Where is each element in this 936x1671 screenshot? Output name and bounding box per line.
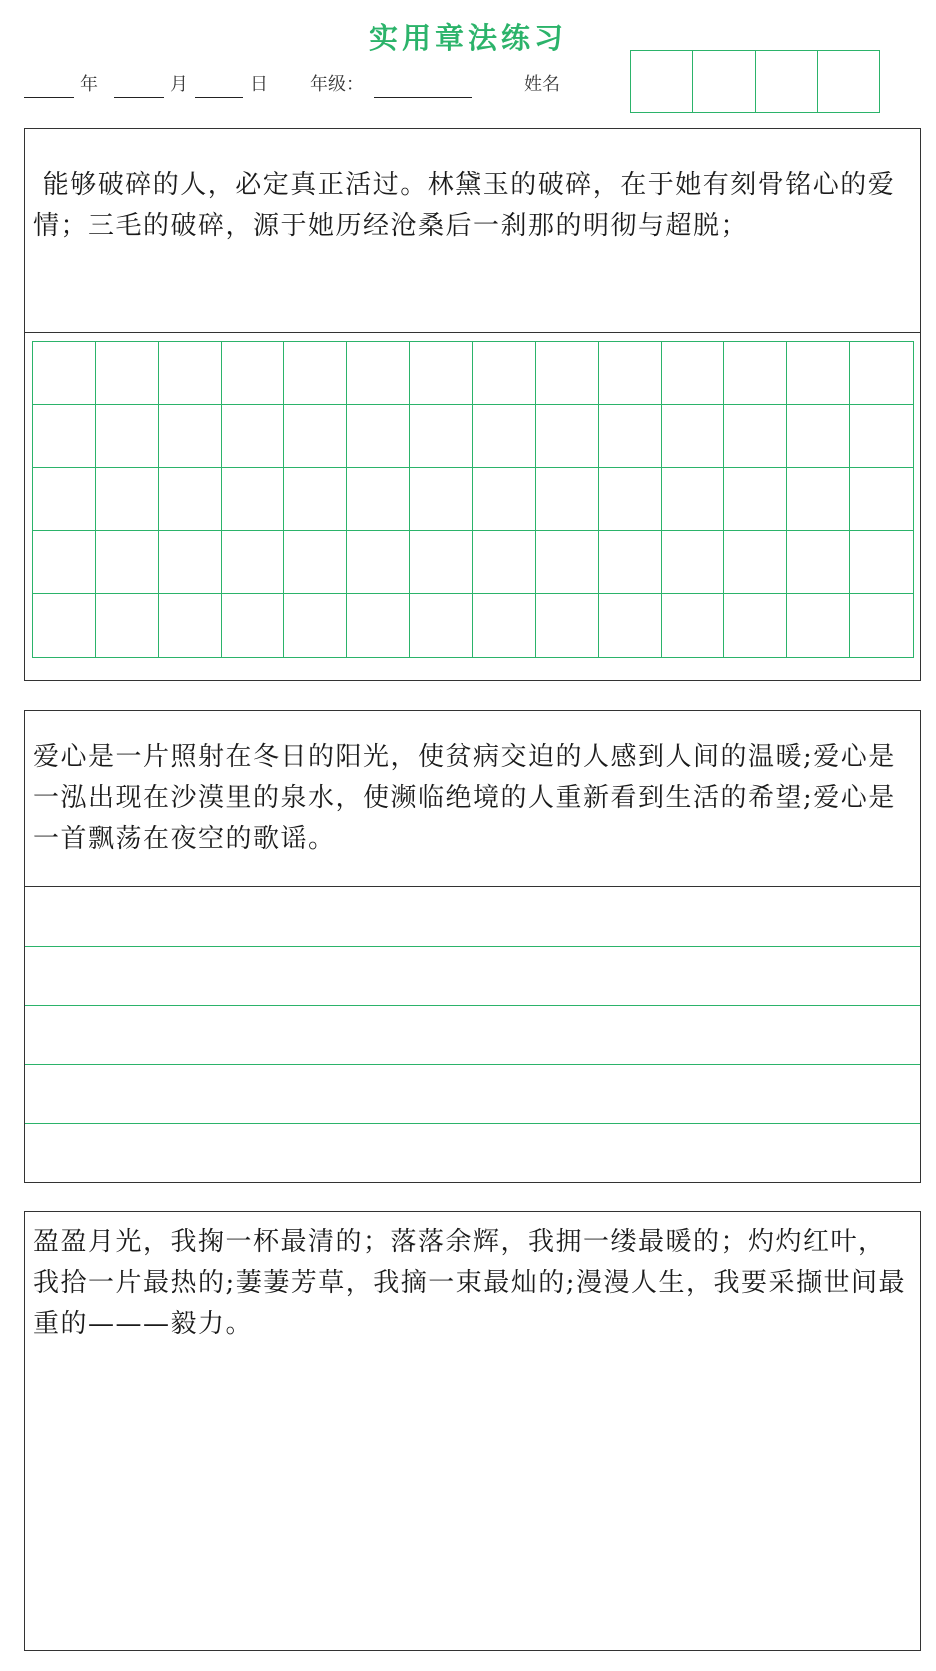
month-blank[interactable] [114, 97, 164, 98]
grid-cell[interactable] [536, 468, 599, 531]
grid-cell[interactable] [473, 531, 536, 594]
month-label: 月 [170, 74, 188, 95]
grade-blank[interactable] [374, 97, 472, 98]
name-cell[interactable] [631, 51, 693, 112]
grid-cell[interactable] [724, 531, 787, 594]
year-blank[interactable] [24, 97, 74, 98]
grid-cell[interactable] [347, 342, 410, 405]
grid-cell[interactable] [284, 594, 347, 657]
grid-cell[interactable] [724, 405, 787, 468]
day-label: 日 [250, 74, 268, 95]
prompt-text-3: 盈盈月光，我掬一杯最清的；落落余辉，我拥一缕最暖的；灼灼红叶，我拾一片最热的;萋萋芳草，我摘一束最灿的;漫漫人生，我要采撷世间最重的———毅力。 [33, 1227, 907, 1339]
grid-cell[interactable] [96, 468, 159, 531]
grid-cell[interactable] [410, 468, 473, 531]
grid-cell[interactable] [724, 342, 787, 405]
grid-cell[interactable] [662, 468, 725, 531]
grid-cell[interactable] [33, 531, 96, 594]
grid-cell[interactable] [850, 405, 913, 468]
grid-cell[interactable] [410, 531, 473, 594]
ruled-line [25, 946, 920, 947]
grid-cell[interactable] [96, 594, 159, 657]
grid-cell[interactable] [787, 594, 850, 657]
grid-cell[interactable] [787, 405, 850, 468]
grid-cell[interactable] [33, 342, 96, 405]
grid-cell[interactable] [159, 594, 222, 657]
name-box[interactable] [630, 50, 880, 113]
grid-cell[interactable] [787, 531, 850, 594]
grid-cell[interactable] [33, 405, 96, 468]
grid-cell[interactable] [724, 468, 787, 531]
grid-cell[interactable] [284, 531, 347, 594]
grid-cell[interactable] [347, 594, 410, 657]
grid-cell[interactable] [284, 405, 347, 468]
grid-cell[interactable] [850, 342, 913, 405]
grid-cell[interactable] [410, 594, 473, 657]
grid-cell[interactable] [33, 468, 96, 531]
grid-cell[interactable] [222, 342, 285, 405]
grid-cell[interactable] [662, 342, 725, 405]
grid-cell[interactable] [850, 468, 913, 531]
grid-cell[interactable] [347, 468, 410, 531]
ruled-line [25, 1005, 920, 1006]
grid-cell[interactable] [410, 405, 473, 468]
grid-cell[interactable] [473, 405, 536, 468]
exercise-section-1 [24, 128, 921, 681]
prompt-text-1: 能够破碎的人，必定真正活过。林黛玉的破碎，在于她有刻骨铭心的爱情；三毛的破碎，源于她历经沧桑后一刹那的明彻与超脱； [25, 129, 920, 333]
grid-cell[interactable] [662, 531, 725, 594]
grid-cell[interactable] [96, 342, 159, 405]
grid-cell[interactable] [410, 342, 473, 405]
grid-cell[interactable] [473, 594, 536, 657]
writing-lines[interactable] [25, 887, 920, 1182]
grid-cell[interactable] [222, 405, 285, 468]
grid-cell[interactable] [159, 342, 222, 405]
grid-cell[interactable] [599, 594, 662, 657]
grade-label: 年级： [310, 74, 364, 95]
grid-cell[interactable] [662, 594, 725, 657]
ruled-line [25, 1123, 920, 1124]
grid-cell[interactable] [662, 405, 725, 468]
grid-cell[interactable] [222, 531, 285, 594]
name-cell[interactable] [693, 51, 755, 112]
grid-cell[interactable] [599, 342, 662, 405]
grid-cell[interactable] [850, 531, 913, 594]
grid-cell[interactable] [473, 342, 536, 405]
grid-cell[interactable] [96, 405, 159, 468]
grid-cell[interactable] [787, 468, 850, 531]
prompt-text-2: 爱心是一片照射在冬日的阳光，使贫病交迫的人感到人间的温暖;爱心是一泓出现在沙漠里的泉水，使濒临绝境的人重新看到生活的希望;爱心是一首飘荡在夜空的歌谣。 [25, 711, 920, 887]
writing-grid[interactable] [32, 341, 914, 658]
name-label: 姓名 [524, 74, 560, 95]
page-title: 实用章法练习 [368, 21, 567, 55]
name-cell[interactable] [756, 51, 818, 112]
grid-cell[interactable] [159, 405, 222, 468]
grid-cell[interactable] [159, 531, 222, 594]
day-blank[interactable] [195, 97, 243, 98]
grid-cell[interactable] [284, 468, 347, 531]
grid-cell[interactable] [284, 342, 347, 405]
exercise-section-3 [24, 1211, 921, 1651]
grid-cell[interactable] [159, 468, 222, 531]
grid-cell[interactable] [473, 468, 536, 531]
grid-cell[interactable] [599, 405, 662, 468]
grid-cell[interactable] [536, 594, 599, 657]
grid-cell[interactable] [96, 531, 159, 594]
grid-cell[interactable] [347, 531, 410, 594]
grid-cell[interactable] [222, 468, 285, 531]
grid-cell[interactable] [33, 594, 96, 657]
year-label: 年 [80, 74, 98, 95]
grid-cell[interactable] [599, 468, 662, 531]
grid-cell[interactable] [536, 405, 599, 468]
grid-cell[interactable] [222, 594, 285, 657]
grid-cell[interactable] [536, 531, 599, 594]
grid-cell[interactable] [536, 342, 599, 405]
grid-cell[interactable] [347, 405, 410, 468]
grid-cell[interactable] [599, 531, 662, 594]
grid-cell[interactable] [787, 342, 850, 405]
ruled-line [25, 1064, 920, 1065]
name-cell[interactable] [818, 51, 879, 112]
grid-cell[interactable] [850, 594, 913, 657]
exercise-section-2 [24, 710, 921, 1183]
grid-cell[interactable] [724, 594, 787, 657]
